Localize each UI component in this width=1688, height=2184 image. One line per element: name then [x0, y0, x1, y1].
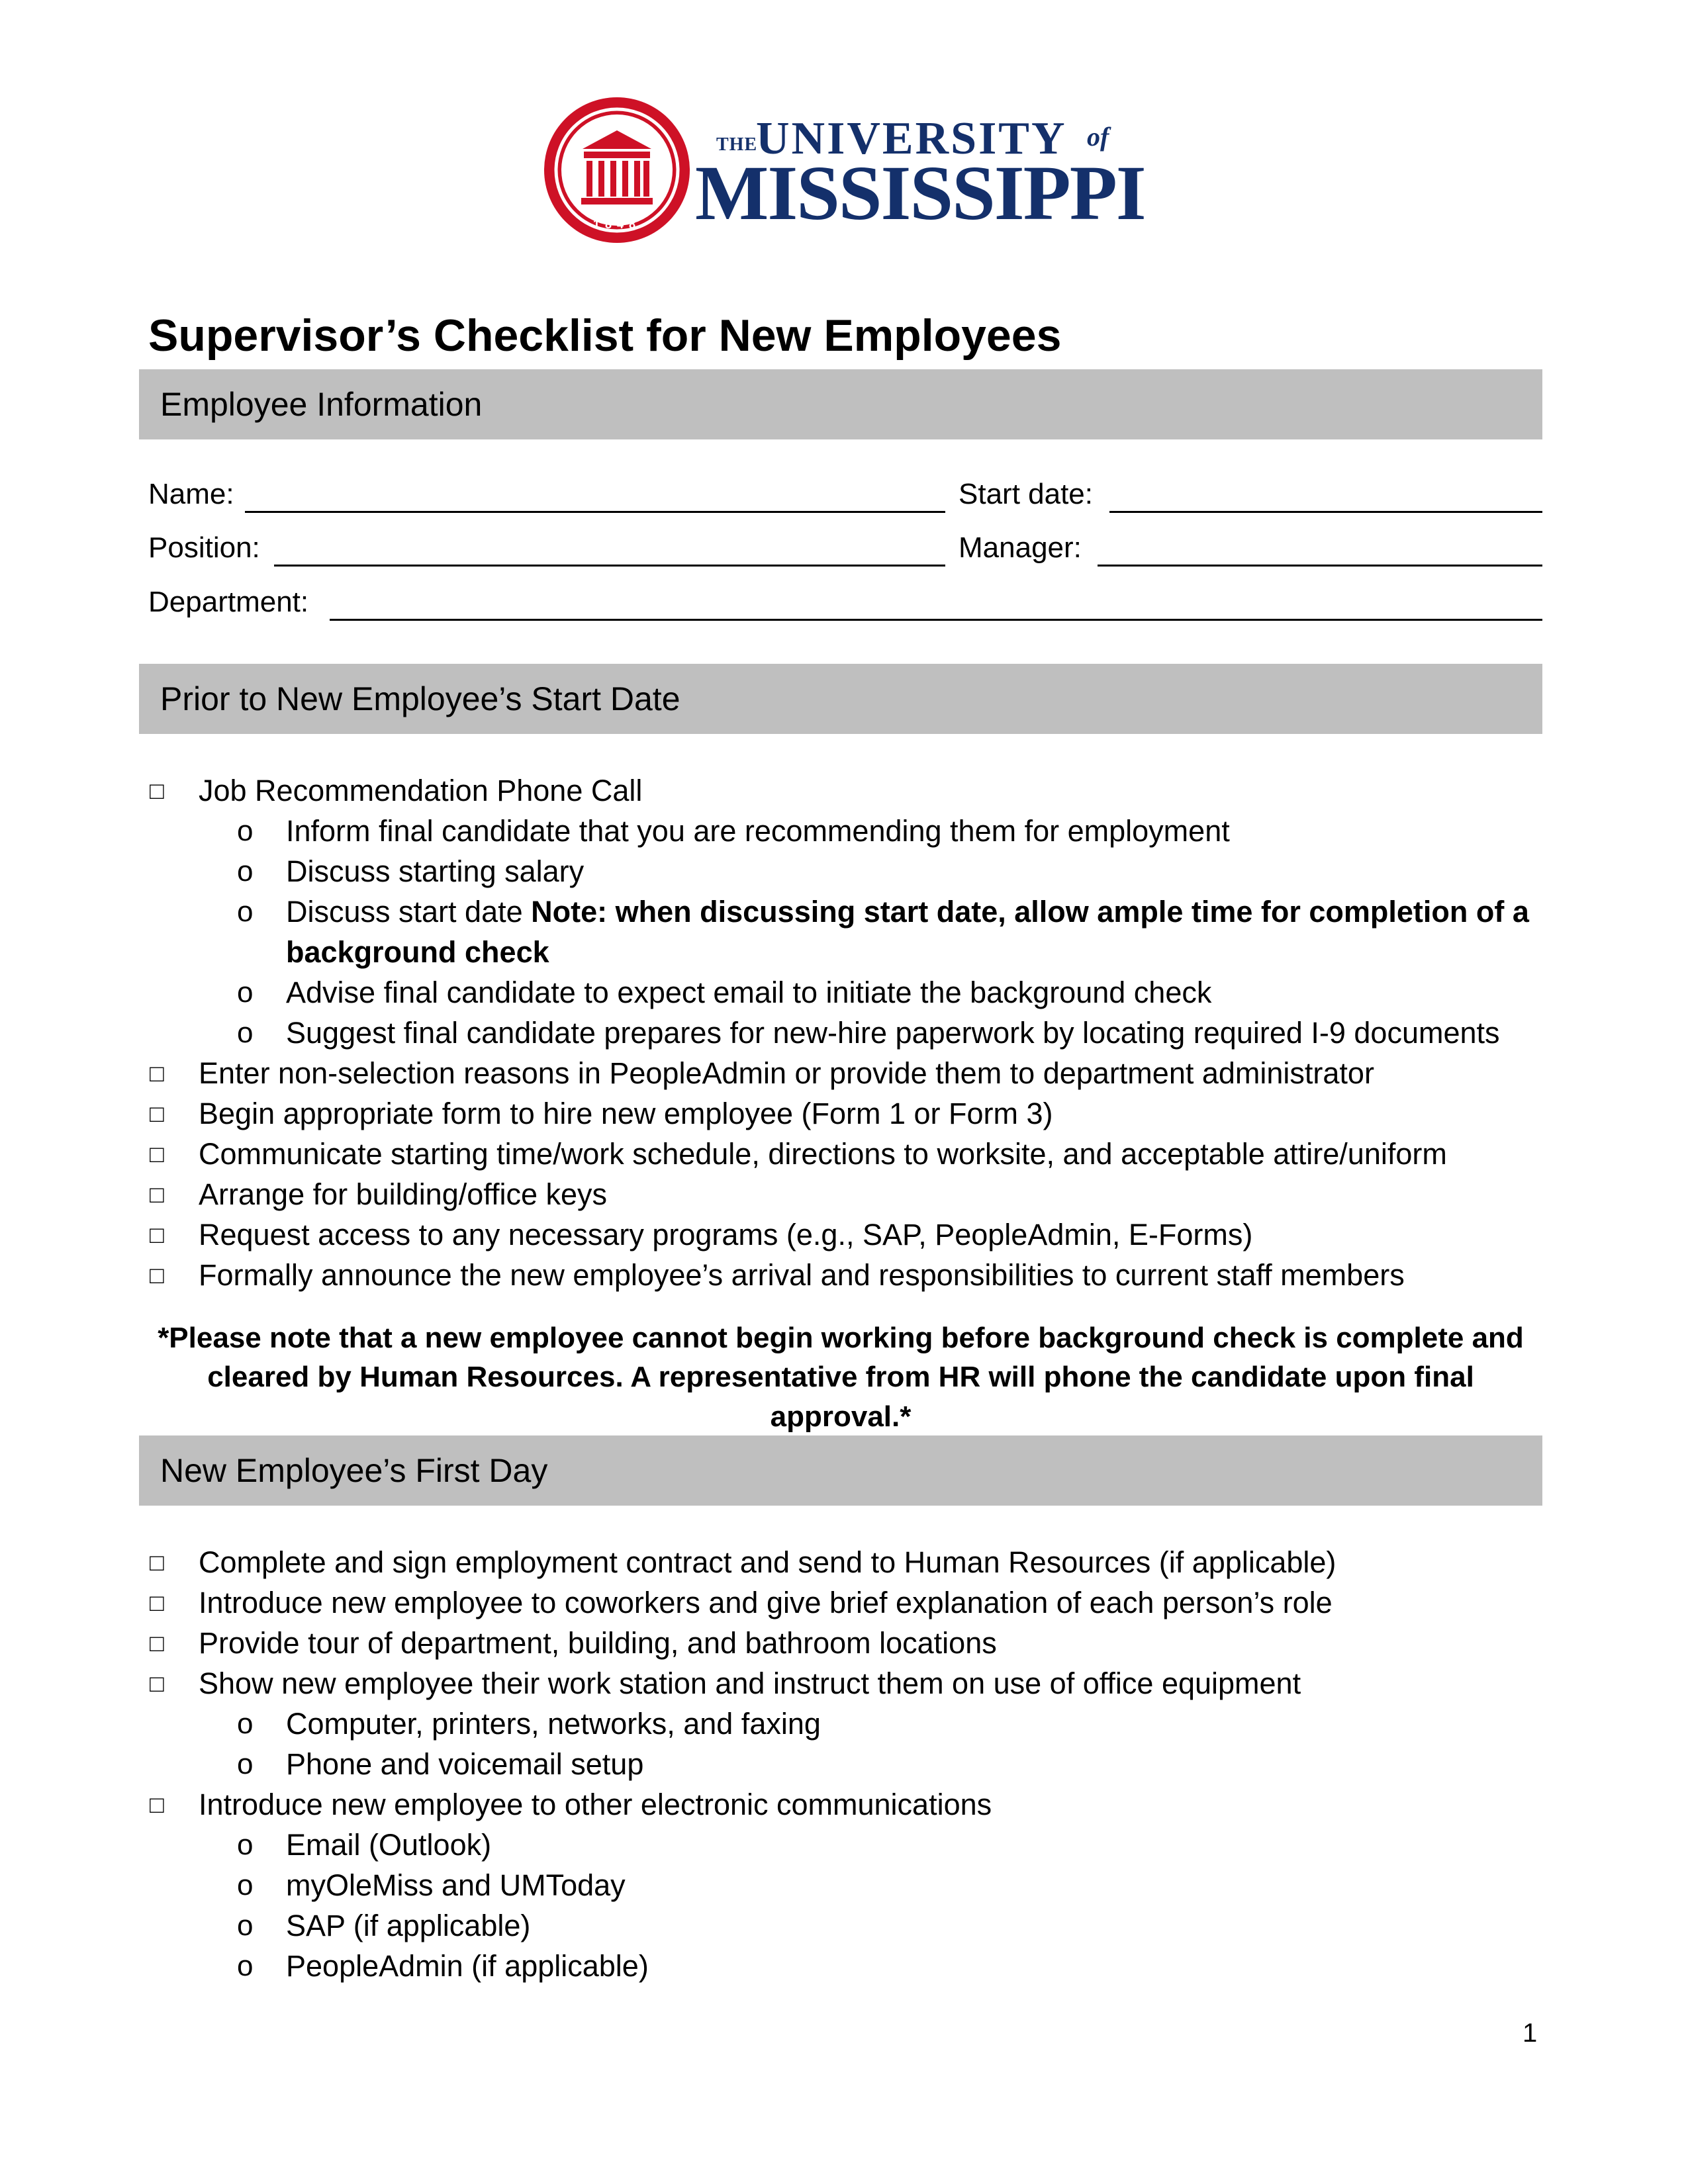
wordmark-the: THE: [716, 134, 758, 155]
sub-bullet: o: [237, 976, 254, 1009]
section-title: Employee Information: [160, 386, 483, 423]
checklist-item: Complete and sign employment contract and send to Human Resources (if applicable): [199, 1545, 1336, 1579]
sub-item: Discuss starting salary: [286, 854, 585, 888]
position-field[interactable]: [274, 565, 945, 567]
checkbox[interactable]: □: [150, 1221, 164, 1248]
checkbox[interactable]: □: [150, 1791, 164, 1818]
sub-bullet: o: [237, 1950, 254, 1982]
sub-item: PeopleAdmin (if applicable): [286, 1949, 649, 1983]
sub-bullet: o: [237, 895, 254, 928]
checklist-item: Begin appropriate form to hire new employee (Form 1 or Form 3): [199, 1097, 1053, 1130]
sub-item: Advise final candidate to expect email to initiate the background check: [286, 976, 1212, 1009]
sub-item: myOleMiss and UMToday: [286, 1868, 626, 1902]
sub-bullet: o: [237, 1869, 254, 1901]
section-title: New Employee’s First Day: [160, 1452, 548, 1489]
sub-bullet: o: [237, 1748, 254, 1780]
checklist-item: Communicate starting time/work schedule, directions to worksite, and acceptable attire/uniform: [199, 1137, 1447, 1171]
wordmark-mississippi: MISSISSIPPI: [695, 150, 1145, 236]
sub-item: Computer, printers, networks, and faxing: [286, 1707, 821, 1741]
sub-item-note: Note: when discussing start date, allow ample time for completion of a: [531, 895, 1529, 929]
sub-bullet: o: [237, 1829, 254, 1861]
checkbox[interactable]: □: [150, 777, 164, 804]
department-field[interactable]: [330, 619, 1542, 621]
position-label: Position:: [148, 531, 260, 564]
sub-bullet: o: [237, 1017, 254, 1049]
checklist-item: Provide tour of department, building, and bathroom locations: [199, 1626, 997, 1660]
checkbox[interactable]: □: [150, 1670, 164, 1697]
checklist-item: Arrange for building/office keys: [199, 1177, 608, 1211]
checkbox[interactable]: □: [150, 1140, 164, 1167]
sub-item: Phone and voicemail setup: [286, 1747, 644, 1781]
seal-year: 1848: [592, 218, 641, 231]
checkbox[interactable]: □: [150, 1629, 164, 1657]
checklist-item: Request access to any necessary programs (e.g., SAP, PeopleAdmin, E-Forms): [199, 1218, 1253, 1251]
university-wordmark: [683, 113, 1147, 242]
page-title: Supervisor’s Checklist for New Employees: [148, 310, 1062, 361]
checklist-item: Formally announce the new employee’s arrival and responsibilities to current staff members: [199, 1258, 1405, 1292]
start-date-label: Start date:: [959, 478, 1094, 510]
section-header-first-day: [139, 1435, 1542, 1506]
department-label: Department:: [148, 586, 309, 618]
manager-field[interactable]: [1098, 565, 1542, 567]
manager-label: Manager:: [959, 531, 1082, 564]
sub-bullet: o: [237, 855, 254, 887]
name-label: Name:: [148, 478, 234, 510]
page-number: 1: [1523, 2019, 1538, 2048]
lyceum-seal-icon: [543, 96, 692, 245]
sub-bullet: o: [237, 815, 254, 847]
sub-item: Inform final candidate that you are recommending them for employment: [286, 814, 1230, 848]
background-check-note-line2: cleared by Human Resources. A representative from HR will phone the candidate upon final approval.*: [207, 1361, 1474, 1433]
section-header-employee-info: [139, 369, 1542, 439]
background-check-note-line1: *Please note that a new employee cannot begin working before background check is complete and: [158, 1322, 1524, 1354]
checklist-item: Job Recommendation Phone Call: [199, 774, 643, 807]
checkbox[interactable]: □: [150, 1589, 164, 1616]
start-date-field[interactable]: [1109, 511, 1542, 513]
checkbox[interactable]: □: [150, 1100, 164, 1127]
sub-bullet: o: [237, 1707, 254, 1740]
checkbox[interactable]: □: [150, 1261, 164, 1289]
sub-item-text: Discuss start date: [286, 895, 532, 929]
university-logo: [543, 96, 1145, 245]
section-title: Prior to New Employee’s Start Date: [160, 680, 680, 717]
sub-item: [286, 891, 1529, 932]
checklist-item: Enter non-selection reasons in PeopleAdmin or provide them to department administrator: [199, 1056, 1374, 1090]
checklist-item: Introduce new employee to coworkers and give brief explanation of each person’s role: [199, 1586, 1333, 1619]
checklist-item: Show new employee their work station and instruct them on use of office equipment: [199, 1666, 1301, 1700]
sub-bullet: o: [237, 1909, 254, 1942]
sub-item: Email (Outlook): [286, 1828, 492, 1862]
section-header-prior: [139, 664, 1542, 734]
wordmark-of: of: [1087, 122, 1109, 152]
checkbox[interactable]: □: [150, 1549, 164, 1576]
sub-item: Suggest final candidate prepares for new-hire paperwork by locating required I-9 documents: [286, 1016, 1500, 1050]
sub-item: SAP (if applicable): [286, 1909, 531, 1942]
checkbox[interactable]: □: [150, 1060, 164, 1087]
checkbox[interactable]: □: [150, 1181, 164, 1208]
wordmark-university: UNIVERSITY: [756, 113, 1067, 164]
sub-item-note-continued: background check: [286, 935, 549, 969]
name-field[interactable]: [245, 511, 945, 513]
checklist-item: Introduce new employee to other electronic communications: [199, 1788, 992, 1821]
